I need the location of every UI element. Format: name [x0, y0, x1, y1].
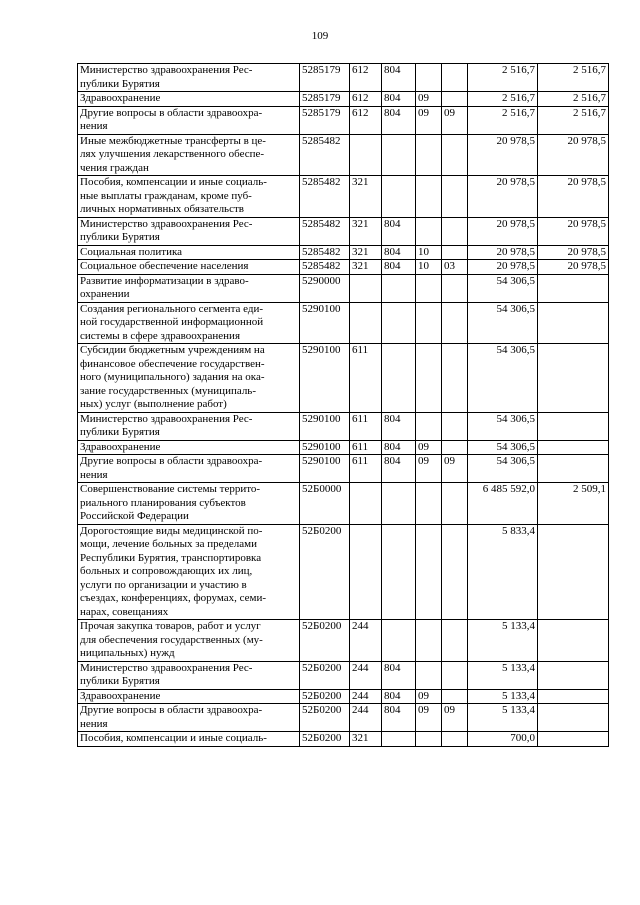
row-section — [416, 302, 442, 344]
table-row — [78, 92, 609, 107]
row-expense-type: 612 — [350, 64, 382, 92]
row-amount-2 — [538, 344, 609, 413]
row-section — [416, 176, 442, 218]
row-name: Здравоохранение — [78, 92, 300, 107]
row-ministry-code — [382, 344, 416, 413]
row-ministry-code — [382, 732, 416, 747]
row-name: Другие вопросы в области здравоохра- нения — [78, 455, 300, 483]
row-section — [416, 524, 442, 620]
row-amount-2 — [538, 455, 609, 483]
row-amount-1: 54 306,5 — [468, 455, 538, 483]
row-target-code: 5285179 — [300, 106, 350, 134]
row-subsection — [442, 302, 468, 344]
row-name: Министерство здравоохранения Рес- публики Бурятия — [78, 217, 300, 245]
row-ministry-code — [382, 176, 416, 218]
row-expense-type: 611 — [350, 440, 382, 455]
row-section: 09 — [416, 455, 442, 483]
row-name: Министерство здравоохранения Рес- публики Бурятия — [78, 64, 300, 92]
row-expense-type: 244 — [350, 704, 382, 732]
row-ministry-code: 804 — [382, 661, 416, 689]
row-ministry-code: 804 — [382, 92, 416, 107]
row-expense-type: 612 — [350, 106, 382, 134]
row-amount-1: 2 516,7 — [468, 106, 538, 134]
row-amount-1: 5 133,4 — [468, 620, 538, 662]
row-subsection — [442, 134, 468, 176]
row-expense-type: 244 — [350, 689, 382, 704]
table-row — [78, 217, 609, 245]
row-target-code: 52Б0200 — [300, 732, 350, 747]
row-amount-2 — [538, 412, 609, 440]
row-amount-2 — [538, 274, 609, 302]
row-name: Здравоохранение — [78, 440, 300, 455]
row-amount-1: 20 978,5 — [468, 245, 538, 260]
table-row — [78, 661, 609, 689]
table-row — [78, 274, 609, 302]
row-name: Другие вопросы в области здравоохра- нения — [78, 704, 300, 732]
row-target-code: 5290100 — [300, 412, 350, 440]
table-row — [78, 302, 609, 344]
table-row — [78, 64, 609, 92]
row-amount-1: 700,0 — [468, 732, 538, 747]
row-ministry-code: 804 — [382, 106, 416, 134]
row-amount-1: 54 306,5 — [468, 302, 538, 344]
row-name: Социальное обеспечение населения — [78, 260, 300, 275]
row-section — [416, 274, 442, 302]
table-row — [78, 412, 609, 440]
page-number: 109 — [311, 30, 329, 42]
row-amount-2: 2 509,1 — [538, 483, 609, 525]
row-target-code: 52Б0200 — [300, 661, 350, 689]
row-ministry-code: 804 — [382, 689, 416, 704]
row-amount-1: 5 133,4 — [468, 661, 538, 689]
row-amount-1: 20 978,5 — [468, 134, 538, 176]
row-target-code: 5290100 — [300, 302, 350, 344]
row-name: Пособия, компенсации и иные социаль- ные выплаты гражданам, кроме пуб- личных нормативных обязательств — [78, 176, 300, 218]
table-row — [78, 732, 609, 747]
row-target-code: 5290100 — [300, 440, 350, 455]
row-amount-2 — [538, 661, 609, 689]
row-subsection — [442, 661, 468, 689]
row-subsection: 03 — [442, 260, 468, 275]
row-ministry-code — [382, 302, 416, 344]
row-amount-2: 20 978,5 — [538, 217, 609, 245]
row-expense-type — [350, 483, 382, 525]
row-name: Министерство здравоохранения Рес- публики Бурятия — [78, 661, 300, 689]
row-amount-2 — [538, 732, 609, 747]
row-section — [416, 134, 442, 176]
row-subsection — [442, 176, 468, 218]
row-section — [416, 412, 442, 440]
row-expense-type: 321 — [350, 217, 382, 245]
row-target-code: 52Б0200 — [300, 689, 350, 704]
row-amount-2: 20 978,5 — [538, 176, 609, 218]
row-amount-2 — [538, 440, 609, 455]
row-subsection — [442, 732, 468, 747]
row-expense-type — [350, 524, 382, 620]
row-amount-1: 54 306,5 — [468, 412, 538, 440]
row-section: 09 — [416, 92, 442, 107]
row-name: Дорогостоящие виды медицинской по- мощи, лечение больных за пределами Республики Бурятия, транспортировка больных и сопровождающих их лиц, услуги по организации и участию в съездах, конференциях, форумах, семи- нарах, совещаниях — [78, 524, 300, 620]
row-subsection — [442, 440, 468, 455]
table-row — [78, 689, 609, 704]
row-amount-2: 2 516,7 — [538, 92, 609, 107]
row-ministry-code — [382, 483, 416, 525]
row-section — [416, 620, 442, 662]
row-amount-2 — [538, 689, 609, 704]
row-amount-1: 2 516,7 — [468, 92, 538, 107]
row-amount-1: 54 306,5 — [468, 344, 538, 413]
row-amount-1: 20 978,5 — [468, 176, 538, 218]
row-subsection — [442, 245, 468, 260]
row-target-code: 5290100 — [300, 344, 350, 413]
row-expense-type: 321 — [350, 260, 382, 275]
row-target-code: 5285179 — [300, 64, 350, 92]
row-section — [416, 217, 442, 245]
row-section — [416, 483, 442, 525]
row-ministry-code: 804 — [382, 245, 416, 260]
row-amount-1: 2 516,7 — [468, 64, 538, 92]
table-row — [78, 455, 609, 483]
row-amount-2: 20 978,5 — [538, 260, 609, 275]
row-expense-type: 611 — [350, 344, 382, 413]
row-subsection — [442, 620, 468, 662]
row-expense-type — [350, 274, 382, 302]
table-row — [78, 344, 609, 413]
row-amount-2: 2 516,7 — [538, 64, 609, 92]
row-subsection — [442, 689, 468, 704]
row-amount-1: 20 978,5 — [468, 260, 538, 275]
row-name: Развитие информатизации в здраво- охранении — [78, 274, 300, 302]
row-name: Социальная политика — [78, 245, 300, 260]
row-subsection: 09 — [442, 455, 468, 483]
row-target-code: 5285482 — [300, 260, 350, 275]
row-expense-type — [350, 134, 382, 176]
row-expense-type — [350, 302, 382, 344]
row-ministry-code — [382, 134, 416, 176]
row-section: 09 — [416, 704, 442, 732]
row-section — [416, 732, 442, 747]
row-amount-1: 5 133,4 — [468, 704, 538, 732]
table-row — [78, 440, 609, 455]
row-section: 09 — [416, 689, 442, 704]
row-name: Субсидии бюджетным учреждениям на финансовое обеспечение государствен- ного (муниципального) задания на ока- зание государственных (муниципаль- ных) услуг (выполнение работ) — [78, 344, 300, 413]
row-ministry-code: 804 — [382, 440, 416, 455]
row-subsection — [442, 524, 468, 620]
row-ministry-code: 804 — [382, 217, 416, 245]
row-target-code: 5285482 — [300, 245, 350, 260]
row-name: Здравоохранение — [78, 689, 300, 704]
row-subsection: 09 — [442, 106, 468, 134]
row-subsection — [442, 217, 468, 245]
row-ministry-code: 804 — [382, 412, 416, 440]
row-amount-1: 54 306,5 — [468, 274, 538, 302]
row-target-code: 5285179 — [300, 92, 350, 107]
row-expense-type: 612 — [350, 92, 382, 107]
table-row — [78, 245, 609, 260]
row-subsection — [442, 344, 468, 413]
row-expense-type: 244 — [350, 620, 382, 662]
row-target-code: 5285482 — [300, 134, 350, 176]
row-amount-1: 5 133,4 — [468, 689, 538, 704]
row-subsection — [442, 274, 468, 302]
row-target-code: 5290000 — [300, 274, 350, 302]
row-name: Министерство здравоохранения Рес- публики Бурятия — [78, 412, 300, 440]
row-ministry-code — [382, 524, 416, 620]
row-target-code: 5285482 — [300, 176, 350, 218]
row-subsection — [442, 64, 468, 92]
row-amount-2 — [538, 620, 609, 662]
table-row — [78, 106, 609, 134]
row-amount-2 — [538, 704, 609, 732]
row-section: 09 — [416, 106, 442, 134]
row-expense-type: 611 — [350, 412, 382, 440]
row-target-code: 52Б0200 — [300, 620, 350, 662]
row-name: Другие вопросы в области здравоохра- нения — [78, 106, 300, 134]
row-name: Создания регионального сегмента еди- ной государственной информационной системы в сфере здравоохранения — [78, 302, 300, 344]
row-target-code: 52Б0000 — [300, 483, 350, 525]
row-name: Иные межбюджетные трансферты в це- лях улучшения лекарственного обеспе- чения граждан — [78, 134, 300, 176]
row-subsection — [442, 412, 468, 440]
budget-table — [77, 63, 609, 747]
row-target-code: 5285482 — [300, 217, 350, 245]
row-subsection — [442, 483, 468, 525]
row-expense-type: 321 — [350, 245, 382, 260]
row-target-code: 52Б0200 — [300, 704, 350, 732]
row-amount-2 — [538, 302, 609, 344]
table-row — [78, 134, 609, 176]
row-ministry-code: 804 — [382, 64, 416, 92]
row-section: 10 — [416, 260, 442, 275]
row-subsection: 09 — [442, 704, 468, 732]
row-ministry-code — [382, 274, 416, 302]
row-expense-type: 611 — [350, 455, 382, 483]
row-ministry-code: 804 — [382, 260, 416, 275]
row-target-code: 5290100 — [300, 455, 350, 483]
row-amount-2: 2 516,7 — [538, 106, 609, 134]
row-section: 09 — [416, 440, 442, 455]
row-name: Пособия, компенсации и иные социаль- — [78, 732, 300, 747]
table-row — [78, 483, 609, 525]
row-name: Прочая закупка товаров, работ и услуг для обеспечения государственных (му- ниципальных) нужд — [78, 620, 300, 662]
row-target-code: 52Б0200 — [300, 524, 350, 620]
row-section: 10 — [416, 245, 442, 260]
row-subsection — [442, 92, 468, 107]
table-row — [78, 620, 609, 662]
row-expense-type: 321 — [350, 732, 382, 747]
table-row — [78, 260, 609, 275]
row-section — [416, 64, 442, 92]
row-amount-2 — [538, 524, 609, 620]
row-section — [416, 661, 442, 689]
table-row — [78, 176, 609, 218]
row-ministry-code: 804 — [382, 455, 416, 483]
table-row — [78, 704, 609, 732]
row-name: Совершенствование системы террито- риального планирования субъектов Российской Федерации — [78, 483, 300, 525]
row-expense-type: 321 — [350, 176, 382, 218]
row-amount-1: 54 306,5 — [468, 440, 538, 455]
row-amount-2: 20 978,5 — [538, 134, 609, 176]
row-amount-2: 20 978,5 — [538, 245, 609, 260]
row-section — [416, 344, 442, 413]
row-amount-1: 20 978,5 — [468, 217, 538, 245]
row-ministry-code: 804 — [382, 704, 416, 732]
table-row — [78, 524, 609, 620]
row-expense-type: 244 — [350, 661, 382, 689]
row-amount-1: 5 833,4 — [468, 524, 538, 620]
row-ministry-code — [382, 620, 416, 662]
row-amount-1: 6 485 592,0 — [468, 483, 538, 525]
